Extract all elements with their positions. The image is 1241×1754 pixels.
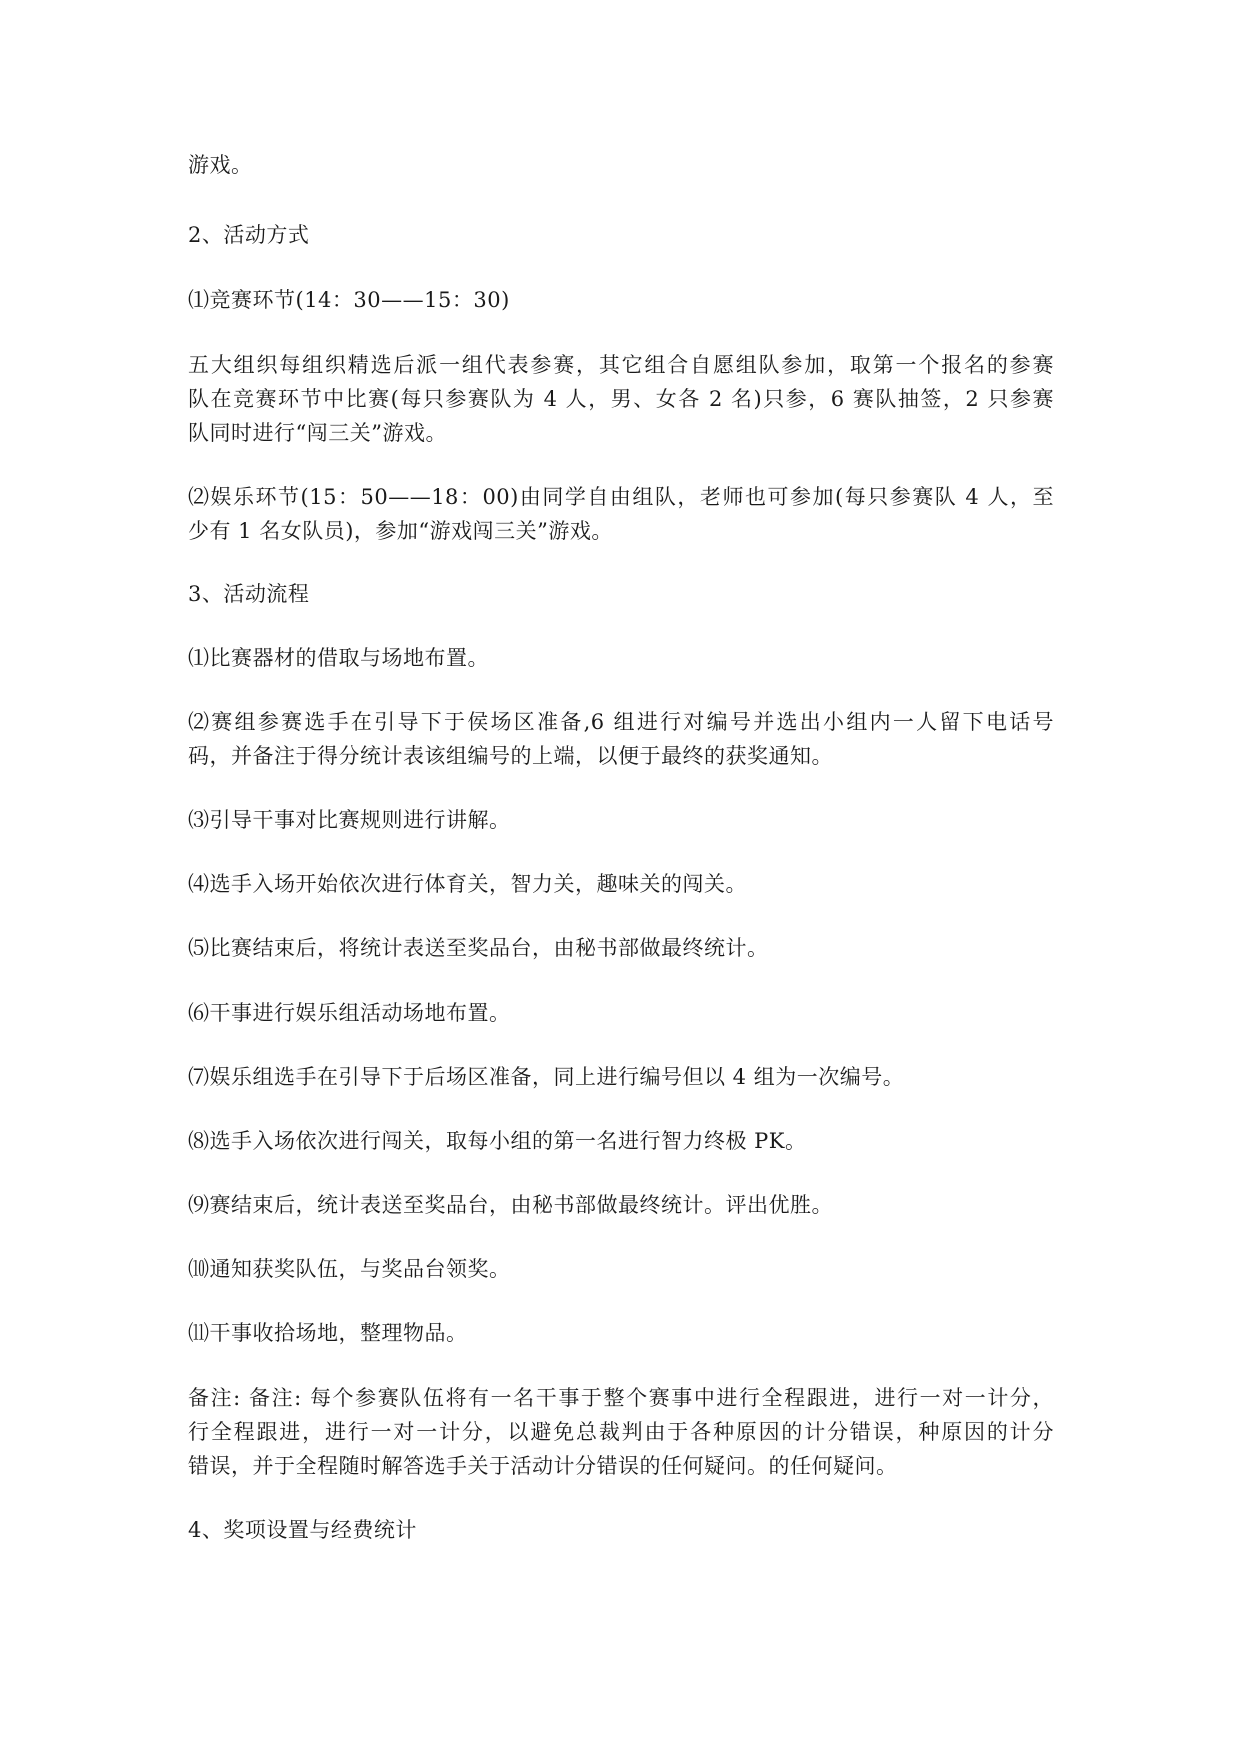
list-item: ⑹干事进行娱乐组活动场地布置。 (188, 1001, 511, 1025)
text-line: 行全程跟进，进行一对一计分，以避免总裁判由于各种原因的计分错误，种原因的计分 (188, 1420, 1054, 1444)
section-heading-activity-flow: 3、活动流程 (188, 582, 310, 606)
list-item: ⑺娱乐组选手在引导下于后场区准备，同上进行编号但以 4 组为一次编号。 (188, 1065, 905, 1089)
list-item: ⑶引导干事对比赛规则进行讲解。 (188, 808, 511, 832)
text-line: 少有 1 名女队员)，参加“游戏闯三关”游戏。 (188, 519, 613, 543)
list-item: ⑷选手入场开始依次进行体育关，智力关，趣味关的闯关。 (188, 872, 747, 896)
text-line: 队同时进行“闯三关”游戏。 (188, 421, 447, 445)
text-line: 队在竞赛环节中比赛(每只参赛队为 4 人，男、女各 2 名)只参，6 赛队抽签，2 只参赛 (188, 387, 1054, 411)
note-paragraph: 备注: 备注: 每个参赛队伍将有一名干事于整个赛事中进行全程跟进，进行一对一计分， (188, 1386, 1054, 1410)
list-item: ⑻选手入场依次进行闯关，取每小组的第一名进行智力终极 PK。 (188, 1129, 807, 1153)
list-item: ⑸比赛结束后，将统计表送至奖品台，由秘书部做最终统计。 (188, 936, 769, 960)
list-item: ⑽通知获奖队伍，与奖品台领奖。 (188, 1257, 511, 1281)
text-line: 码，并备注于得分统计表该组编号的上端，以便于最终的获奖通知。 (188, 744, 833, 768)
list-item: ⑴比赛器材的借取与场地布置。 (188, 646, 489, 670)
section-heading-awards-budget: 4、奖项设置与经费统计 (188, 1518, 417, 1542)
list-item: ⑵赛组参赛选手在引导下于侯场区准备,6 组进行对编号并选出小组内一人留下电话号 (188, 710, 1054, 734)
list-item: ⑾干事收拾场地，整理物品。 (188, 1321, 468, 1345)
list-item: ⑼赛结束后，统计表送至奖品台，由秘书部做最终统计。评出优胜。 (188, 1193, 833, 1217)
text-line: 五大组织每组织精选后派一组代表参赛，其它组合自愿组队参加，取第一个报名的参赛 (188, 353, 1054, 377)
text-line: 错误，并于全程随时解答选手关于活动计分错误的任何疑问。的任何疑问。 (188, 1454, 898, 1478)
text-line: 游戏。 (188, 153, 253, 177)
subsection-entertainment: ⑵娱乐环节(15：50——18：00)由同学自由组队，老师也可参加(每只参赛队 4 人，至 (188, 485, 1054, 509)
subsection-competition: ⑴竞赛环节(14：30——15：30) (188, 288, 510, 312)
section-heading-activity-method: 2、活动方式 (188, 223, 310, 247)
